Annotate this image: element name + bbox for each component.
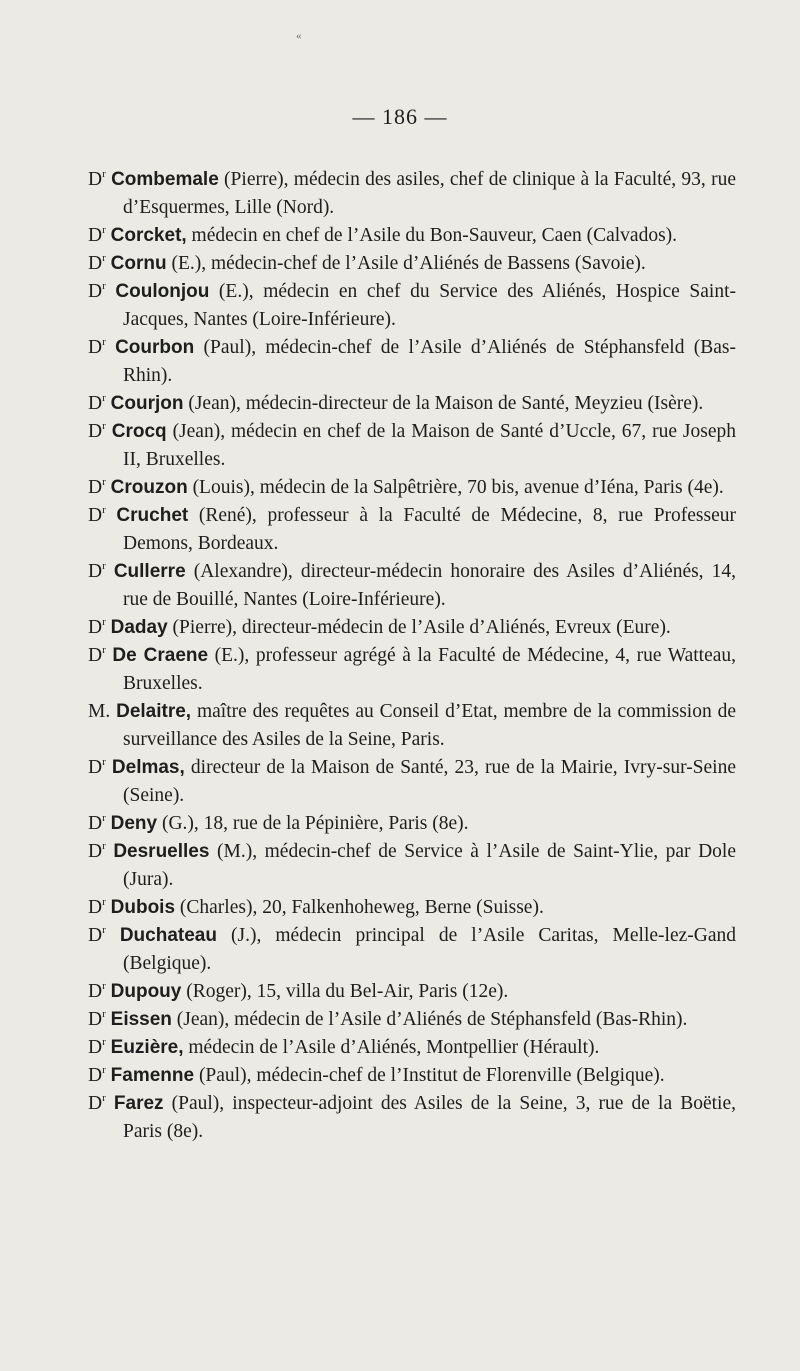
directory-entry	[88, 1006, 736, 1034]
entry-title-superscript: r	[102, 420, 106, 432]
entry-title-superscript: r	[102, 252, 106, 264]
entry-details: (Charles), 20, Falkenhoheweg, Berne (Suisse).	[175, 897, 544, 918]
entry-title-text: D	[88, 505, 103, 526]
entry-title-superscript: r	[102, 840, 106, 852]
entry-title-text: D	[88, 253, 103, 274]
entry-title-text: D	[88, 393, 103, 414]
entry-details: (Jean), médecin-directeur de la Maison de Santé, Meyzieu (Isère).	[183, 393, 704, 414]
directory-entry	[88, 250, 736, 278]
entry-name: Crocq	[111, 421, 167, 442]
entry-name: Cornu	[110, 253, 167, 274]
entry-title	[88, 421, 106, 442]
page-mark: «	[296, 30, 302, 42]
directory-entry	[88, 390, 736, 418]
entry-details: (E.), médecin-chef de l’Asile d’Aliénés de Bassens (Savoie).	[166, 253, 646, 274]
entry-details: (Jean), médecin de l’Asile d’Aliénés de Stéphansfeld (Bas-Rhin).	[171, 1009, 688, 1030]
entry-name: Delmas,	[111, 757, 185, 778]
entry-title-text: D	[88, 841, 103, 862]
entry-title-text: D	[88, 1037, 103, 1058]
entry-title	[88, 617, 106, 638]
entry-title	[88, 897, 106, 918]
entry-title-text: D	[88, 169, 103, 190]
entry-title	[88, 253, 106, 274]
entry-name: Courbon	[115, 337, 195, 358]
entry-details: (Paul), médecin-chef de l’Institut de Florenville (Belgique).	[194, 1065, 665, 1086]
entry-details: (E.), médecin en chef du Service des Aliénés, Hospice Saint-Jacques, Nantes (Loire-Inférieure).	[123, 281, 737, 330]
directory-entry	[88, 166, 736, 222]
directory-entry	[88, 810, 736, 838]
entry-name: Coulonjou	[115, 281, 210, 302]
entry-details: (Pierre), directeur-médecin de l’Asile d’Aliénés, Evreux (Eure).	[167, 617, 671, 638]
entry-details: (Jean), médecin en chef de la Maison de Santé d’Uccle, 67, rue Joseph II, Bruxelles.	[123, 421, 737, 470]
entry-name: Cruchet	[116, 505, 189, 526]
entry-title	[88, 477, 106, 498]
entry-details: (M.), médecin-chef de Service à l’Asile de Saint-Ylie, par Dole (Jura).	[123, 841, 737, 890]
entry-title-superscript: r	[102, 224, 106, 236]
entry-name: Delaitre,	[116, 701, 192, 722]
directory-entry	[88, 1062, 736, 1090]
directory-entry	[88, 1034, 736, 1062]
entry-title-text: D	[88, 925, 103, 946]
directory-entry	[88, 922, 736, 978]
entry-details: (Alexandre), directeur-médecin honoraire des Asiles d’Aliénés, 14, rue de Bouillé, Nantes (Loire-Inférieure).	[123, 561, 736, 610]
entry-details: (E.), professeur agrégé à la Faculté de Médecine, 4, rue Watteau, Bruxelles.	[123, 645, 737, 694]
entry-details: maître des requêtes au Conseil d’Etat, membre de la commission de surveillance des Asiles de la Seine, Paris.	[123, 701, 736, 750]
entry-title	[88, 841, 106, 862]
entry-title	[88, 813, 106, 834]
entry-title-superscript: r	[102, 980, 106, 992]
entry-name: Cullerre	[113, 561, 186, 582]
entry-title-text: D	[88, 813, 103, 834]
entry-title-superscript: r	[102, 756, 106, 768]
entry-title-superscript: r	[102, 1008, 106, 1020]
entry-title-superscript: r	[102, 504, 106, 516]
entry-name: Dubois	[110, 897, 176, 918]
entry-title-text: D	[88, 561, 103, 582]
directory-entry	[88, 278, 736, 334]
entry-name: De Craene	[112, 645, 209, 666]
directory-entry	[88, 418, 736, 474]
entry-title-superscript: r	[102, 336, 106, 348]
entry-title-superscript: r	[102, 924, 106, 936]
entry-title	[88, 1037, 106, 1058]
entry-details: (Pierre), médecin des asiles, chef de clinique à la Faculté, 93, rue d’Esquermes, Lille (Nord).	[123, 169, 736, 218]
entry-title-superscript: r	[102, 1064, 106, 1076]
entry-name: Dupouy	[110, 981, 182, 1002]
entry-list	[88, 166, 736, 1146]
directory-entry	[88, 222, 736, 250]
entry-name: Eissen	[110, 1009, 172, 1030]
entry-title-text: M.	[88, 701, 111, 722]
entry-name: Desruelles	[113, 841, 210, 862]
entry-title	[88, 169, 106, 190]
directory-entry	[88, 754, 736, 810]
entry-details: médecin en chef de l’Asile du Bon-Sauveur, Caen (Calvados).	[186, 225, 678, 246]
entry-title	[88, 701, 110, 722]
entry-title-text: D	[88, 421, 103, 442]
entry-title-superscript: r	[102, 896, 106, 908]
entry-title	[88, 925, 106, 946]
entry-details: directeur de la Maison de Santé, 23, rue de la Mairie, Ivry-sur-Seine (Seine).	[123, 757, 737, 806]
directory-entry	[88, 894, 736, 922]
entry-title-superscript: r	[102, 616, 106, 628]
entry-title-text: D	[88, 337, 103, 358]
entry-title-superscript: r	[102, 392, 106, 404]
directory-entry	[88, 698, 736, 754]
entry-name: Crouzon	[110, 477, 188, 498]
directory-entry	[88, 474, 736, 502]
entry-details: (G.), 18, rue de la Pépinière, Paris (8e).	[157, 813, 469, 834]
entry-title-superscript: r	[102, 476, 106, 488]
entry-name: Deny	[110, 813, 158, 834]
entry-title	[88, 505, 106, 526]
entry-title	[88, 225, 106, 246]
page-number: — 186 —	[352, 104, 448, 129]
directory-entry	[88, 334, 736, 390]
entry-title	[88, 393, 106, 414]
entry-title	[88, 337, 106, 358]
directory-entry	[88, 838, 736, 894]
entry-title-text: D	[88, 757, 103, 778]
entry-title-text: D	[88, 281, 103, 302]
entry-title-text: D	[88, 981, 103, 1002]
entry-title-text: D	[88, 897, 103, 918]
entry-title-text: D	[88, 645, 103, 666]
entry-title-text: D	[88, 617, 103, 638]
entry-title-superscript: r	[102, 644, 106, 656]
entry-details: (Louis), médecin de la Salpêtrière, 70 bis, avenue d’Iéna, Paris (4e).	[187, 477, 724, 498]
entry-title	[88, 281, 106, 302]
entry-details: (Roger), 15, villa du Bel-Air, Paris (12e).	[181, 981, 509, 1002]
entry-title-superscript: r	[102, 168, 106, 180]
entry-title-text: D	[88, 225, 103, 246]
entry-name: Famenne	[110, 1065, 195, 1086]
entry-title	[88, 561, 106, 582]
directory-entry	[88, 614, 736, 642]
entry-title	[88, 1093, 106, 1114]
entry-name: Duchateau	[119, 925, 217, 946]
entry-title	[88, 1009, 106, 1030]
directory-entry	[88, 642, 736, 698]
entry-details: (J.), médecin principal de l’Asile Caritas, Melle-lez-Gand (Belgique).	[123, 925, 736, 974]
entry-name: Courjon	[110, 393, 184, 414]
directory-entry	[88, 558, 736, 614]
entry-title-superscript: r	[102, 1092, 106, 1104]
entry-name: Corcket,	[110, 225, 187, 246]
entry-details: (Paul), médecin-chef de l’Asile d’Aliénés de Stéphansfeld (Bas-Rhin).	[123, 337, 736, 386]
entry-name: Farez	[113, 1093, 164, 1114]
entry-details: médecin de l’Asile d’Aliénés, Montpellier (Hérault).	[183, 1037, 600, 1058]
directory-entry	[88, 978, 736, 1006]
entry-name: Combemale	[111, 169, 219, 190]
entry-title	[88, 981, 106, 1002]
entry-title-text: D	[88, 1093, 103, 1114]
directory-entry	[88, 1090, 736, 1146]
entry-name: Euzière,	[110, 1037, 184, 1058]
entry-title-superscript: r	[102, 560, 106, 572]
entry-details: (Paul), inspecteur-adjoint des Asiles de la Seine, 3, rue de la Boëtie, Paris (8e).	[123, 1093, 737, 1142]
entry-details: (René), professeur à la Faculté de Médecine, 8, rue Professeur Demons, Bordeaux.	[123, 505, 737, 554]
entry-title-superscript: r	[102, 812, 106, 824]
entry-title-text: D	[88, 1009, 103, 1030]
directory-entry	[88, 502, 736, 558]
entry-title	[88, 645, 106, 666]
entry-title-text: D	[88, 477, 103, 498]
entry-name: Daday	[110, 617, 168, 638]
entry-title	[88, 1065, 106, 1086]
entry-title-text: D	[88, 1065, 103, 1086]
entry-title-superscript: r	[102, 1036, 106, 1048]
entry-title	[88, 757, 106, 778]
entry-title-superscript: r	[102, 280, 106, 292]
